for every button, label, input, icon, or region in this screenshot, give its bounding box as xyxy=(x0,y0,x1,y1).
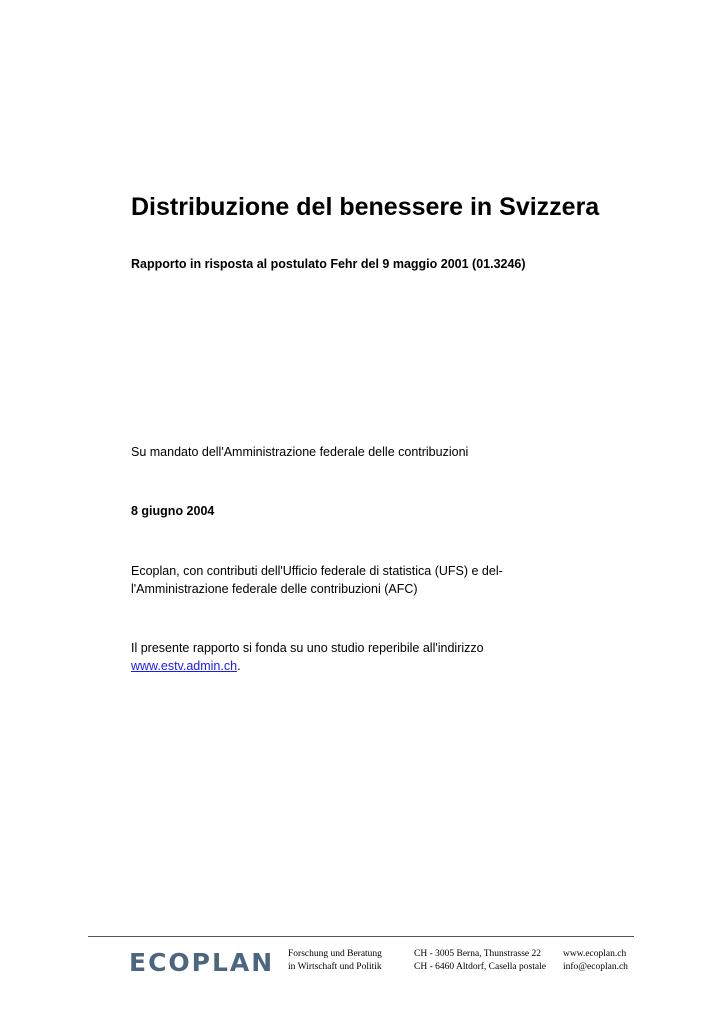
mandate-text: Su mandato dell'Amministrazione federale delle contribuzioni xyxy=(131,445,469,459)
footer-contact xyxy=(563,948,628,974)
footer-email: info@ecoplan.ch xyxy=(563,962,628,972)
study-line-tail: . xyxy=(237,659,241,673)
document-title: Distribuzione del benessere in Svizzera xyxy=(131,193,600,221)
footer-tagline xyxy=(288,948,382,974)
address-line: CH - 6460 Altdorf, Casella postale xyxy=(414,962,546,972)
document-subtitle: Rapporto in risposta al postulato Fehr del 9 maggio 2001 (01.3246) xyxy=(131,257,526,271)
ecoplan-logo: ECOPLAN xyxy=(129,948,275,977)
address-line: CH - 3005 Berna, Thunstrasse 22 xyxy=(414,949,542,959)
tagline-line: in Wirtschaft und Politik xyxy=(288,962,382,972)
footer-address xyxy=(414,948,546,974)
authors-paragraph xyxy=(131,562,503,598)
study-link[interactable]: www.estv.admin.ch xyxy=(131,659,238,673)
document-date: 8 giugno 2004 xyxy=(131,504,215,518)
study-paragraph xyxy=(131,639,484,675)
authors-line: l'Amministrazione federale delle contribuzioni (AFC) xyxy=(131,582,418,596)
study-line: Il presente rapporto si fonda su uno studio reperibile all'indirizzo xyxy=(131,641,484,655)
footer-web: www.ecoplan.ch xyxy=(563,949,627,959)
study-link-line xyxy=(131,657,484,675)
tagline-line: Forschung und Beratung xyxy=(288,949,382,959)
authors-line: Ecoplan, con contributi dell'Ufficio federale di statistica (UFS) e del- xyxy=(131,564,503,578)
footer-divider xyxy=(88,936,634,937)
